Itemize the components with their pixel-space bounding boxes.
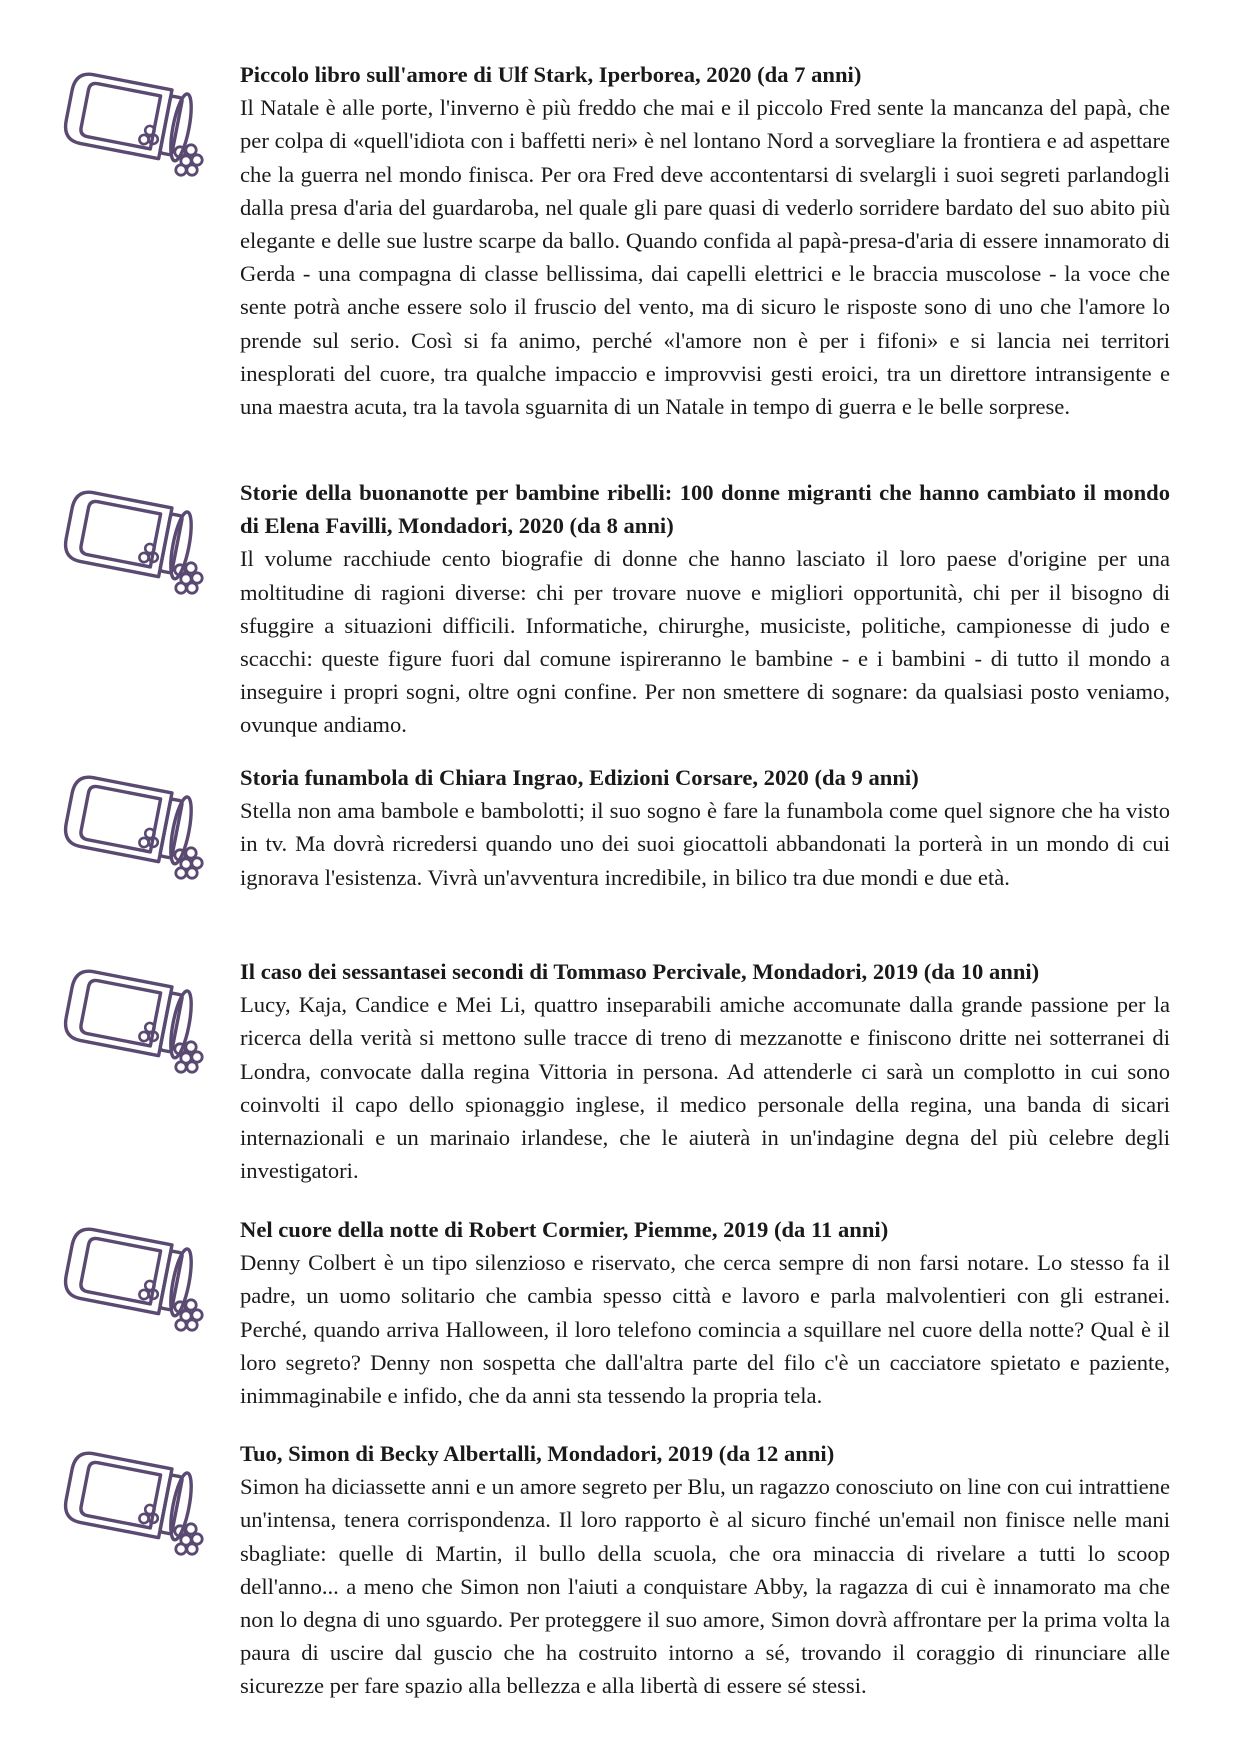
- book-description: Lucy, Kaja, Candice e Mei Li, quattro inseparabili amiche accomunate dalla grande passione per la ricerca della verità si mettono sulle tracce di treno di mezzanotte e finiscono dritte nei sotterranei di Londra, convocate dalla regina Vittoria in persona. Ad attenderle ci sarà un complotto in cui sono coinvolti il capo dello spionaggio inglese, il medico personale della regina, una banda di sicari internazionali e un marinaio irlandese, che le aiuterà in un'indagine degna del più celebre degli investigatori.: [240, 992, 1170, 1184]
- book-title: Piccolo libro sull'amore di Ulf Stark, Iperborea, 2020 (da 7 anni): [240, 62, 862, 87]
- book-title: Tuo, Simon di Becky Albertalli, Mondadori, 2019 (da 12 anni): [240, 1441, 835, 1466]
- pill-bottle-icon: [62, 959, 214, 1077]
- pill-bottle-icon: [62, 480, 214, 598]
- book-description: Simon ha diciassette anni e un amore segreto per Blu, un ragazzo conosciuto on line con cui intrattiene un'intensa, tenera corrispondenza. Il loro rapporto è al sicuro finché un'email non finisce nelle mani sbagliate: quelle di Martin, il bullo della scuola, che ora minaccia di rivelare a tutti lo scoop dell'anno... a meno che Simon non l'aiuti a conquistare Abby, la ragazza di cui è innamorato ma che non lo degna di uno sguardo. Per proteggere il suo amore, Simon dovrà affrontare per la prima volta la paura di uscire dal guscio che ha costruito intorno a sé, trovando il coraggio di rinunciare alle sicurezze per fare spazio alla bellezza e alla libertà di essere sé stessi.: [240, 1474, 1170, 1699]
- pill-bottle-icon: [62, 765, 214, 883]
- book-description: Il Natale è alle porte, l'inverno è più freddo che mai e il piccolo Fred sente la mancanza del papà, che per colpa di «quell'idiota con i baffetti neri» è nel lontano Nord a sorvegliare la frontiera e ad aspettare che la guerra nel mondo finisca. Per ora Fred deve accontentarsi di svelargli i suoi segreti parlandogli dalla presa d'aria del guardaroba, nel quale gli pare quasi di vederlo sorridere bardato del suo abito più elegante e delle sue lustre scarpe da ballo. Quando confida al papà-presa-d'aria di essere innamorato di Gerda - una compagna di classe bellissima, dai capelli elettrici e le braccia muscolose - la voce che sente potrà anche essere solo il fruscio del vento, ma di sicuro le risposte sono di uno che l'amore lo prende sul serio. Così si fa animo, perché «l'amore non è per i fifoni» e si lancia nei territori inesplorati del cuore, tra qualche impaccio e improvvisi gesti eroici, tra un direttore intransigente e una maestra acuta, tra la tavola sguarnita di un Natale in tempo di guerra e le belle sorprese.: [240, 95, 1170, 420]
- pill-bottle-icon: [62, 62, 214, 180]
- book-description: Stella non ama bambole e bambolotti; il suo sogno è fare la funambola come quel signore che ha visto in tv. Ma dovrà ricredersi quando uno dei suoi giocattoli abbandonati la porterà in un mondo di cui ignorava l'esistenza. Vivrà un'avventura incredibile, in bilico tra due mondi e due età.: [240, 798, 1170, 890]
- book-text: [240, 1213, 1170, 1412]
- book-text: [240, 1437, 1170, 1703]
- book-description: Denny Colbert è un tipo silenzioso e riservato, che cerca sempre di non farsi notare. Lo stesso fa il padre, un uomo solitario che cambia spesso città e lavoro e parla malvolentieri con gli estranei. Perché, quando arriva Halloween, il loro telefono comincia a squillare nel cuore della notte? Qual è il loro segreto? Denny non sospetta che dall'altra parte del filo c'è un cacciatore spietato e paziente, inimmaginabile e infido, che da anni sta tessendo la propria tela.: [240, 1250, 1170, 1409]
- book-text: [240, 476, 1170, 742]
- book-text: [240, 58, 1170, 423]
- book-description: Il volume racchiude cento biografie di donne che hanno lasciato il loro paese d'origine per una moltitudine di ragioni diverse: chi per trovare nuove e migliori opportunità, chi per il bisogno di sfuggire a situazioni difficili. Informatiche, chirurghe, musiciste, politiche, campionesse di judo e scacchi: queste figure fuori dal comune ispireranno le bambine - e i bambini - di tutto il mondo a inseguire i propri sogni, oltre ogni confine. Per non smettere di sognare: da qualsiasi posto veniamo, ovunque andiamo.: [240, 546, 1170, 738]
- book-title: Nel cuore della notte di Robert Cormier, Piemme, 2019 (da 11 anni): [240, 1217, 889, 1242]
- book-title: Storia funambola di Chiara Ingrao, Edizioni Corsare, 2020 (da 9 anni): [240, 765, 919, 790]
- book-text: [240, 761, 1170, 894]
- book-title: Il caso dei sessantasei secondi di Tommaso Percivale, Mondadori, 2019 (da 10 anni): [240, 959, 1040, 984]
- pill-bottle-icon: [62, 1217, 214, 1335]
- pill-bottle-icon: [62, 1441, 214, 1559]
- book-title: Storie della buonanotte per bambine ribelli: 100 donne migranti che hanno cambiato il mondo di Elena Favilli, Mondadori, 2020 (da 8 anni): [240, 480, 1170, 539]
- book-text: [240, 955, 1170, 1187]
